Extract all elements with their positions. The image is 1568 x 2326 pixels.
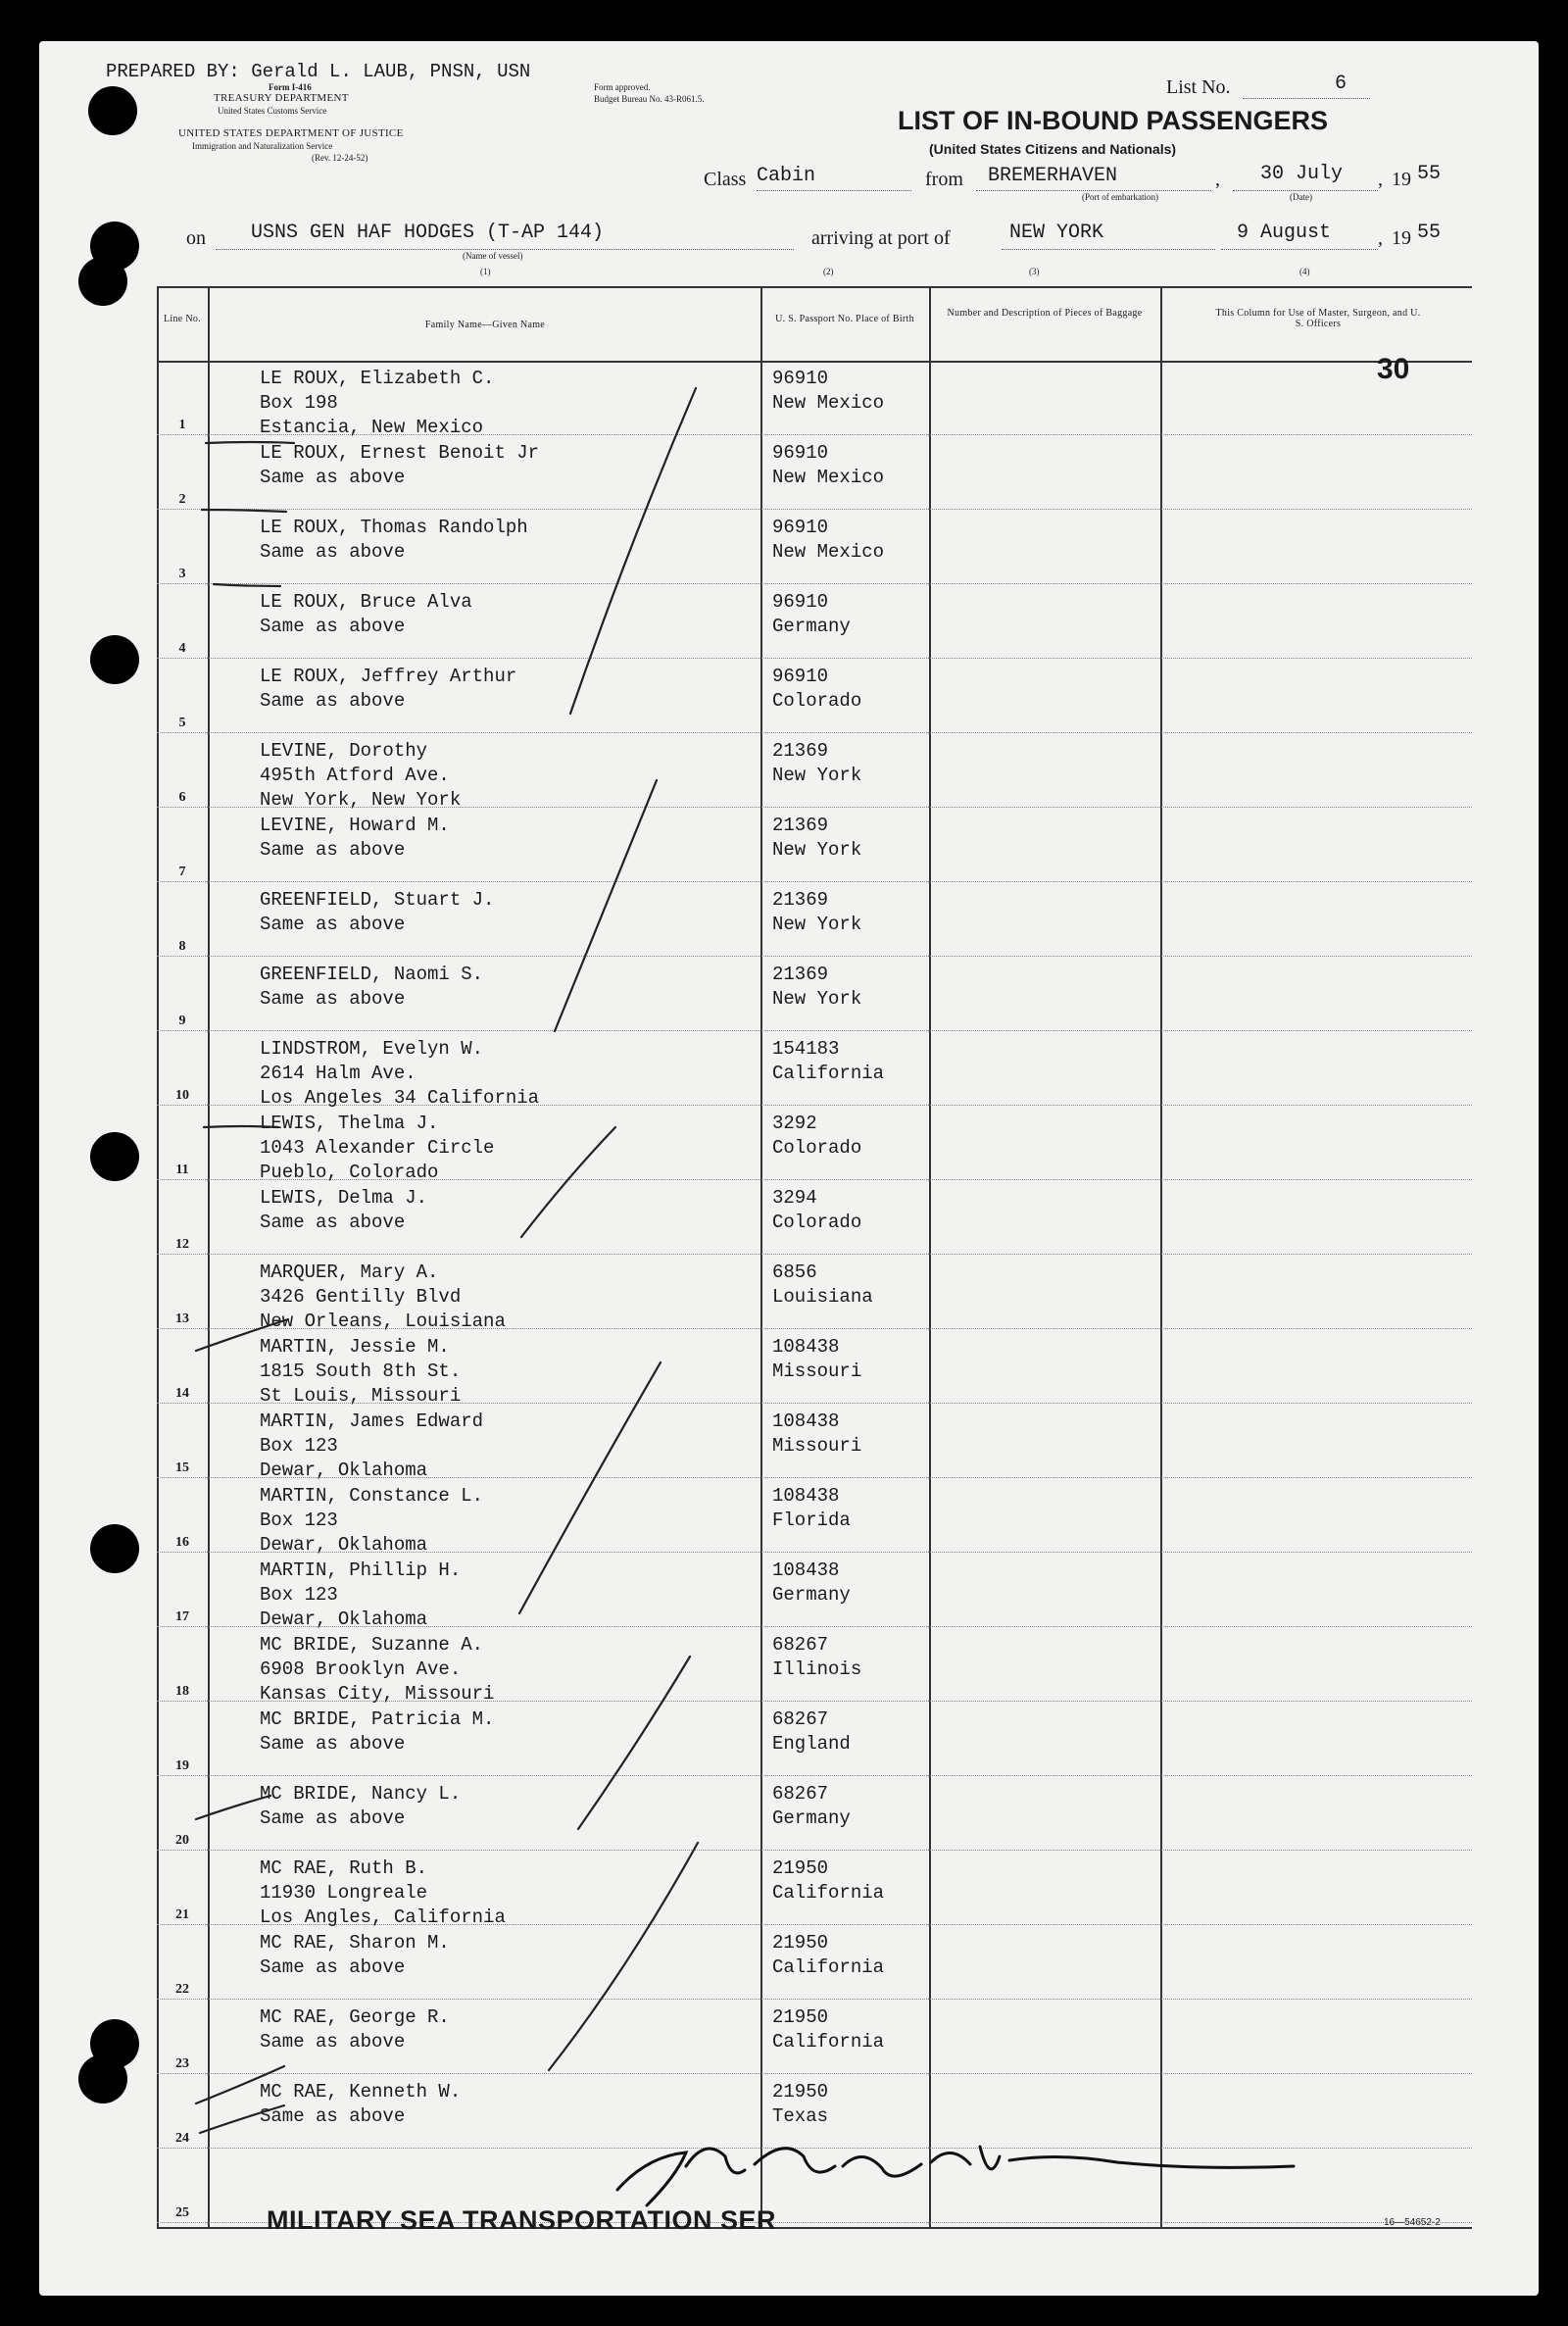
col-header-name: Family Name—Given Name <box>424 320 546 330</box>
check-mark <box>549 1843 698 2070</box>
passport-birthplace: 108438 Germany <box>772 1559 851 1606</box>
arrival-date-value: 9 August <box>1237 222 1332 244</box>
footer-agency: MILITARY SEA TRANSPORTATION SER <box>267 2205 777 2235</box>
line-number: 14 <box>175 1386 189 1401</box>
year2-value: 55 <box>1417 222 1442 244</box>
treasury-dept: TREASURY DEPARTMENT <box>214 92 349 104</box>
page-subtitle: (United States Citizens and Nationals) <box>929 141 1177 157</box>
passenger-name-address: LEVINE, Dorothy 495th Atford Ave. New York, New York <box>260 740 462 811</box>
passenger-name-address: LE ROUX, Jeffrey Arthur Same as above <box>260 666 517 712</box>
passport-birthplace: 96910 Germany <box>772 591 851 637</box>
col-header-officers: This Column for Use of Master, Surgeon, and U. S. Officers <box>1215 308 1421 329</box>
year1-value: 55 <box>1417 163 1442 185</box>
passenger-name-address: LEWIS, Delma J. Same as above <box>260 1187 428 1233</box>
line-number: 16 <box>175 1535 189 1550</box>
passenger-name-address: LINDSTROM, Evelyn W. 2614 Halm Ave. Los Angeles 34 California <box>260 1038 540 1109</box>
check-mark <box>570 388 696 714</box>
check-mark <box>214 584 280 586</box>
line-number: 1 <box>178 418 186 432</box>
line-number: 12 <box>175 1237 189 1252</box>
class-label: Class <box>704 169 747 190</box>
prepared-by: PREPARED BY: Gerald L. LAUB, PNSN, USN <box>106 61 531 82</box>
line-number: 4 <box>178 641 186 656</box>
revision: (Rev. 12-24-52) <box>312 153 368 163</box>
page-title: LIST OF IN-BOUND PASSENGERS <box>898 106 1329 135</box>
check-mark <box>202 510 286 512</box>
form-approved: Form approved. <box>594 82 651 92</box>
passport-birthplace: 21369 New York <box>772 740 862 786</box>
passenger-name-address: MC BRIDE, Patricia M. Same as above <box>260 1708 495 1755</box>
line-number: 7 <box>178 865 186 879</box>
line-number: 18 <box>175 1684 189 1699</box>
check-mark <box>519 1362 661 1613</box>
passenger-name-address: MC BRIDE, Nancy L. Same as above <box>260 1783 462 1829</box>
passenger-name-address: MC RAE, George R. Same as above <box>260 2006 450 2053</box>
from-label: from <box>925 169 963 190</box>
passport-birthplace: 21950 California <box>772 1932 885 1978</box>
check-mark <box>196 1319 288 1351</box>
line-number: 21 <box>175 1907 189 1922</box>
line-number: 23 <box>175 2056 189 2071</box>
line-number: 3 <box>178 567 186 581</box>
passenger-name-address: MARTIN, James Edward Box 123 Dewar, Oklahoma <box>260 1410 484 1481</box>
officer-signature <box>617 2147 1294 2205</box>
line-number: 22 <box>175 1982 189 1997</box>
passport-birthplace: 3292 Colorado <box>772 1113 862 1159</box>
arriving-label: arriving at port of <box>811 227 951 249</box>
year1-prefix: 19 <box>1392 169 1411 190</box>
officer-note: 30 <box>1377 353 1410 385</box>
year2-prefix: 19 <box>1392 227 1411 249</box>
passenger-name-address: LE ROUX, Elizabeth C. Box 198 Estancia, New Mexico <box>260 368 495 438</box>
passenger-name-address: MC BRIDE, Suzanne A. 6908 Brooklyn Ave. Kansas City, Missouri <box>260 1634 495 1705</box>
line-number: 13 <box>175 1311 189 1326</box>
passenger-name-address: GREENFIELD, Stuart J. Same as above <box>260 889 495 935</box>
check-mark <box>521 1127 615 1237</box>
line-number: 5 <box>178 716 186 730</box>
passenger-name-address: MARTIN, Phillip H. Box 123 Dewar, Oklahoma <box>260 1559 462 1630</box>
line-number: 25 <box>175 2205 189 2220</box>
passport-birthplace: 108438 Florida <box>772 1485 851 1531</box>
budget-bureau: Budget Bureau No. 43-R061.5. <box>594 94 705 104</box>
vessel-name-value: USNS GEN HAF HODGES (T-AP 144) <box>251 222 605 244</box>
line-number: 9 <box>178 1014 186 1028</box>
line-number: 8 <box>178 939 186 954</box>
form-number: Form I-416 <box>269 82 312 92</box>
caption-1: (1) <box>480 267 491 276</box>
customs-service: United States Customs Service <box>218 106 327 116</box>
passport-birthplace: 108438 Missouri <box>772 1336 862 1382</box>
passenger-name-address: MARTIN, Jessie M. 1815 South 8th St. St Louis, Missouri <box>260 1336 462 1407</box>
check-mark <box>206 442 294 443</box>
check-mark <box>196 2066 284 2103</box>
passport-birthplace: 68267 Germany <box>772 1783 851 1829</box>
passport-birthplace: 96910 Colorado <box>772 666 862 712</box>
line-number: 17 <box>175 1609 189 1624</box>
passenger-name-address: MARTIN, Constance L. Box 123 Dewar, Oklahoma <box>260 1485 484 1556</box>
line-number: 15 <box>175 1460 189 1475</box>
passport-birthplace: 68267 Illinois <box>772 1634 862 1680</box>
passport-birthplace: 21950 Texas <box>772 2081 829 2127</box>
passport-birthplace: 68267 England <box>772 1708 851 1755</box>
date-caption: (Date) <box>1290 192 1312 202</box>
passport-birthplace: 96910 New Mexico <box>772 368 885 414</box>
passport-birthplace: 3294 Colorado <box>772 1187 862 1233</box>
col-header-line: Line No. <box>164 314 201 324</box>
passport-birthplace: 6856 Louisiana <box>772 1262 873 1308</box>
passport-birthplace: 21369 New York <box>772 815 862 861</box>
passenger-name-address: GREENFIELD, Naomi S. Same as above <box>260 964 484 1010</box>
passport-birthplace: 21369 New York <box>772 964 862 1010</box>
check-mark <box>555 780 657 1031</box>
line-number: 6 <box>178 790 186 805</box>
col-header-baggage: Number and Description of Pieces of Baggage <box>947 308 1143 319</box>
passport-birthplace: 108438 Missouri <box>772 1410 862 1457</box>
passenger-name-address: MC RAE, Kenneth W. Same as above <box>260 2081 462 2127</box>
line-number: 2 <box>178 492 186 507</box>
caption-4: (4) <box>1299 267 1310 276</box>
embark-date-value: 30 July <box>1260 163 1344 185</box>
col-header-passport: U. S. Passport No. Place of Birth <box>775 314 914 324</box>
port-arrival-value: NEW YORK <box>1009 222 1104 244</box>
line-number: 10 <box>175 1088 189 1103</box>
passenger-name-address: MC RAE, Sharon M. Same as above <box>260 1932 450 1978</box>
passenger-name-address: MARQUER, Mary A. 3426 Gentilly Blvd New Orleans, Louisiana <box>260 1262 506 1332</box>
passport-birthplace: 96910 New Mexico <box>772 442 885 488</box>
check-mark <box>204 1126 278 1127</box>
on-label: on <box>186 227 206 249</box>
passenger-name-address: LE ROUX, Thomas Randolph Same as above <box>260 517 528 563</box>
passport-birthplace: 21369 New York <box>772 889 862 935</box>
port-embarkation-caption: (Port of embarkation) <box>1082 192 1158 202</box>
passport-birthplace: 154183 California <box>772 1038 885 1084</box>
passenger-name-address: LEVINE, Howard M. Same as above <box>260 815 450 861</box>
passport-birthplace: 21950 California <box>772 1857 885 1904</box>
passport-birthplace: 21950 California <box>772 2006 885 2053</box>
check-mark <box>578 1657 690 1829</box>
check-mark <box>196 1796 270 1819</box>
justice-dept: UNITED STATES DEPARTMENT OF JUSTICE <box>178 127 404 139</box>
vessel-caption: (Name of vessel) <box>463 251 523 261</box>
passport-birthplace: 96910 New Mexico <box>772 517 885 563</box>
line-number: 11 <box>175 1163 189 1177</box>
caption-3: (3) <box>1029 267 1040 276</box>
passenger-name-address: LE ROUX, Ernest Benoit Jr Same as above <box>260 442 540 488</box>
footer-form-code: 16—54652-2 <box>1384 2217 1441 2228</box>
class-value: Cabin <box>757 165 816 187</box>
line-number: 19 <box>175 1758 189 1773</box>
caption-2: (2) <box>823 267 834 276</box>
list-no-label: List No. <box>1166 76 1231 98</box>
line-number: 24 <box>175 2131 189 2146</box>
passenger-name-address: MC RAE, Ruth B. 11930 Longreale Los Angles, California <box>260 1857 506 1928</box>
line-number: 20 <box>175 1833 189 1848</box>
passenger-name-address: LE ROUX, Bruce Alva Same as above <box>260 591 472 637</box>
check-mark <box>200 2105 284 2133</box>
port-embarkation-value: BREMERHAVEN <box>988 165 1118 187</box>
list-no-value: 6 <box>1335 73 1348 95</box>
passenger-name-address: LEWIS, Thelma J. 1043 Alexander Circle Pueblo, Colorado <box>260 1113 495 1183</box>
ins-service: Immigration and Naturalization Service <box>192 141 333 151</box>
